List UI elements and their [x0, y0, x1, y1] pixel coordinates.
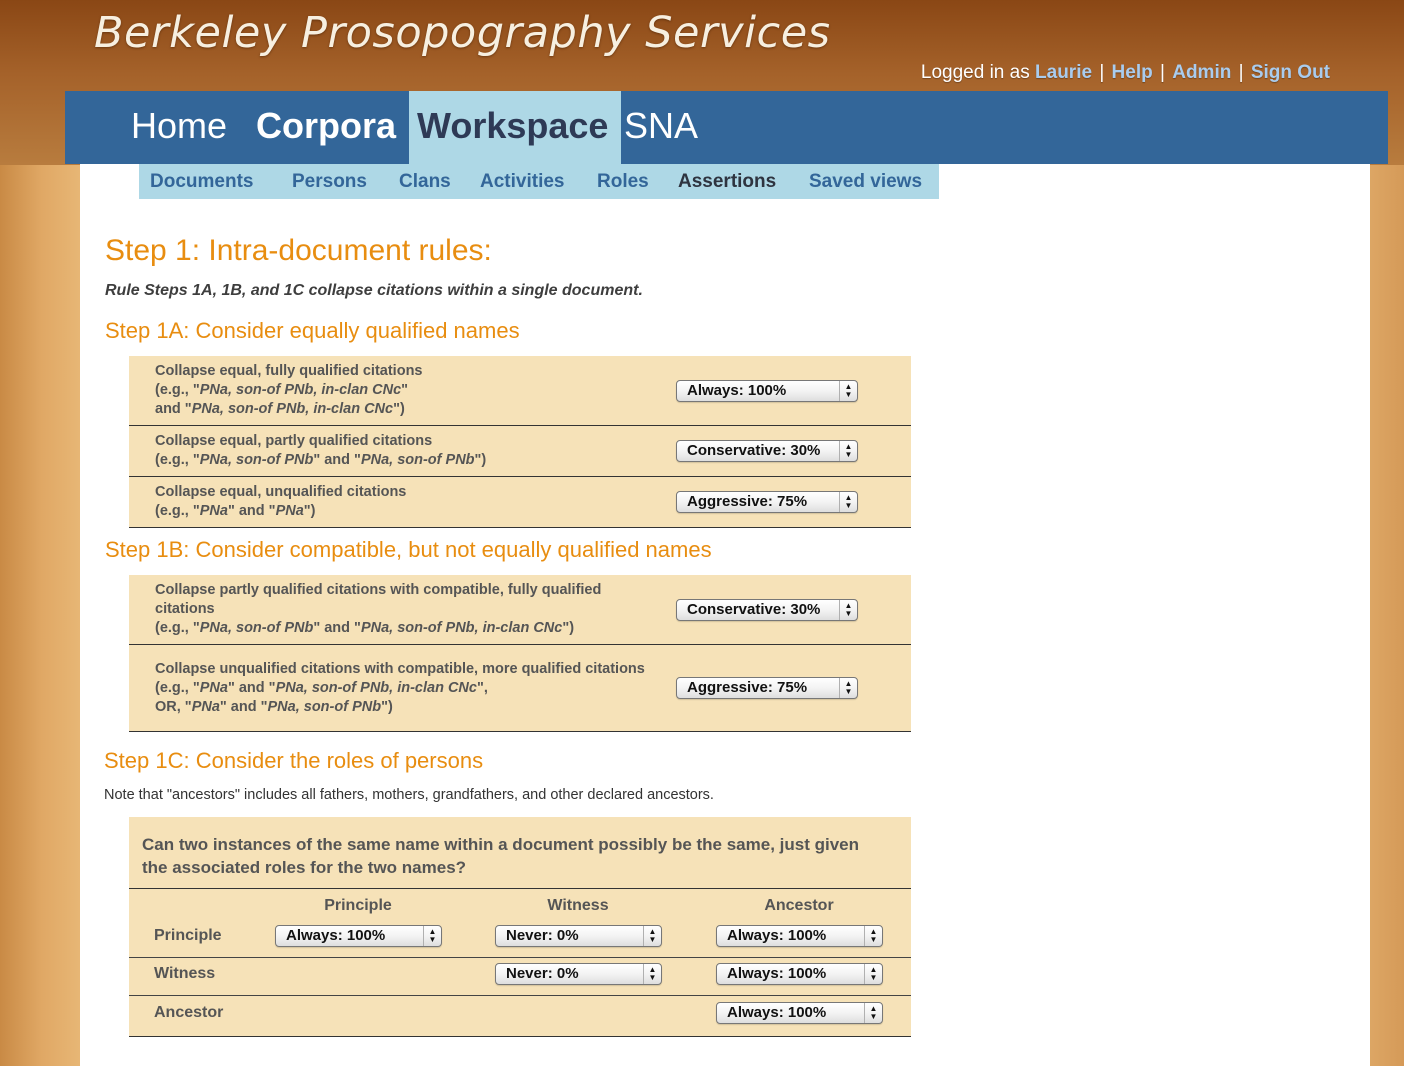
select-arrows-icon: ▲ ▼ — [839, 678, 857, 698]
step1-intro: Rule Steps 1A, 1B, and 1C collapse citations within a single document. — [105, 282, 643, 299]
user-name-link[interactable]: Laurie — [1035, 62, 1093, 83]
select-value: Never: 0% — [506, 927, 579, 944]
rule-description — [129, 477, 676, 528]
rule-1a-3-select[interactable] — [676, 491, 858, 513]
example-text: " and " — [227, 503, 276, 519]
step1-heading: Step 1: Intra-document rules: — [105, 234, 492, 267]
name-pattern: PNa, son-of PNb — [199, 620, 314, 636]
rule-example — [155, 679, 666, 698]
rule-example — [155, 451, 666, 470]
nav-tab-corpora[interactable]: Corpora — [256, 105, 397, 146]
roles-matrix — [129, 817, 911, 1037]
rule-title: Collapse equal, partly qualified citations — [155, 433, 433, 449]
select-arrows-icon: ▲ ▼ — [839, 600, 857, 620]
ancestors-note: Note that "ancestors" includes all fathers, mothers, grandfathers, and other declared ancestors. — [104, 787, 714, 803]
example-text: " and " — [227, 679, 276, 696]
site-title: Berkeley Prosopography Services — [94, 8, 831, 58]
col-header-principle: Principle — [324, 897, 392, 914]
row-header-ancestor: Ancestor — [154, 1004, 224, 1021]
select-value: Aggressive: 75% — [687, 679, 808, 696]
subnav-assertions[interactable]: Assertions — [678, 171, 777, 192]
example-text: ") — [303, 503, 316, 519]
rule-example — [155, 381, 666, 400]
select-arrows-icon: ▲ ▼ — [839, 381, 857, 401]
select-arrows-icon: ▲ ▼ — [864, 964, 882, 984]
step1b-rules-table — [129, 575, 911, 732]
step1a-rules-table — [129, 356, 911, 528]
rule-title: Collapse equal, unqualified citations — [155, 484, 407, 500]
select-value: Always: 100% — [727, 1004, 827, 1021]
subnav-saved-views[interactable]: Saved views — [809, 171, 923, 192]
select-arrows-icon: ▲ ▼ — [643, 926, 661, 946]
col-header-witness: Witness — [547, 897, 609, 914]
rule-row — [129, 575, 911, 645]
step1c-heading: Step 1C: Consider the roles of persons — [104, 748, 484, 773]
name-pattern: PNa, son-of PNb — [267, 698, 382, 715]
role-witness-witness-select[interactable] — [495, 963, 662, 985]
select-value: Never: 0% — [506, 965, 579, 982]
rule-description — [129, 356, 676, 426]
example-text: (e.g., " — [155, 679, 200, 696]
rule-control-cell — [676, 645, 911, 732]
rule-example — [155, 698, 666, 717]
example-text: (e.g., " — [155, 503, 200, 519]
name-pattern: PNa — [275, 503, 304, 519]
example-text: ") — [381, 698, 393, 715]
select-value: Always: 100% — [727, 965, 827, 982]
rule-1b-2-select[interactable] — [676, 677, 858, 699]
rule-1a-2-select[interactable] — [676, 440, 858, 462]
role-ancestor-ancestor-select[interactable] — [716, 1002, 883, 1024]
step1b-heading: Step 1B: Consider compatible, but not equally qualified names — [105, 537, 712, 562]
subnav-persons[interactable]: Persons — [292, 171, 367, 192]
select-value: Conservative: 30% — [687, 600, 821, 618]
select-arrows-icon: ▲ ▼ — [839, 441, 857, 461]
separator: | — [1238, 62, 1244, 83]
divider — [129, 995, 911, 996]
admin-link[interactable]: Admin — [1172, 62, 1232, 83]
example-text: " — [401, 382, 409, 398]
rule-row — [129, 356, 911, 426]
rule-title: Collapse unqualified citations with compatible, more qualified citations — [155, 660, 645, 677]
rule-example — [155, 619, 666, 638]
name-pattern: PNa — [191, 698, 220, 715]
separator: | — [1160, 62, 1165, 83]
rule-control-cell — [676, 426, 911, 477]
main-nav — [65, 91, 1388, 164]
subnav-activities[interactable]: Activities — [480, 171, 565, 192]
subnav-roles[interactable]: Roles — [597, 171, 649, 192]
rule-example — [155, 400, 666, 419]
name-pattern: PNa, son-of PNb, in-clan CNc — [199, 382, 402, 398]
example-text: ", — [476, 679, 488, 696]
example-text: " and " — [313, 452, 361, 468]
nav-tab-sna[interactable]: SNA — [624, 105, 699, 146]
rule-row — [129, 426, 911, 477]
example-text: ") — [562, 620, 575, 636]
rule-description — [129, 426, 676, 477]
name-pattern: PNa, son-of PNb, in-clan CNc — [191, 401, 394, 417]
name-pattern: PNa, son-of PNb, in-clan CNc — [360, 620, 563, 636]
help-link[interactable]: Help — [1111, 62, 1153, 83]
separator: | — [1099, 62, 1105, 83]
role-principle-witness-select[interactable] — [495, 925, 662, 947]
name-pattern: PNa — [199, 503, 228, 519]
rule-title: Collapse partly qualified citations with compatible, fully qualified citations — [155, 582, 602, 617]
select-value: Always: 100% — [727, 927, 827, 944]
example-text: ") — [393, 401, 405, 417]
subnav-clans[interactable]: Clans — [399, 171, 451, 192]
row-header-witness: Witness — [154, 965, 216, 982]
example-text: (e.g., " — [155, 620, 200, 636]
roles-question: Can two instances of the same name within a document possibly be the same, just given the associated roles for the two names? — [142, 835, 859, 877]
select-arrows-icon: ▲ ▼ — [423, 926, 441, 946]
sub-nav — [139, 164, 939, 199]
example-text: " and " — [219, 698, 268, 715]
step1a-heading: Step 1A: Consider equally qualified names — [105, 318, 520, 343]
rule-example — [155, 502, 666, 521]
divider — [129, 888, 911, 889]
example-text: OR, " — [155, 698, 192, 715]
name-pattern: PNa, son-of PNb, in-clan CNc — [275, 679, 477, 696]
rule-control-cell — [676, 477, 911, 528]
role-principle-principle-select[interactable] — [275, 925, 442, 947]
select-arrows-icon: ▲ ▼ — [864, 926, 882, 946]
name-pattern: PNa — [199, 679, 228, 696]
nav-tab-home[interactable]: Home — [131, 105, 228, 146]
rule-description — [129, 645, 676, 732]
divider — [129, 957, 911, 958]
rule-1b-1-select[interactable] — [676, 599, 858, 621]
role-witness-ancestor-select[interactable] — [716, 963, 883, 985]
name-pattern: PNa, son-of PNb — [199, 452, 314, 468]
select-arrows-icon: ▲ ▼ — [864, 1003, 882, 1023]
select-arrows-icon: ▲ ▼ — [643, 964, 661, 984]
rule-row — [129, 645, 911, 732]
rule-control-cell — [676, 356, 911, 426]
rule-row — [129, 477, 911, 528]
name-pattern: PNa, son-of PNb — [360, 452, 475, 468]
rule-description — [129, 575, 676, 645]
sign-out-link[interactable]: Sign Out — [1250, 62, 1330, 83]
select-value: Always: 100% — [687, 381, 787, 399]
main-content — [80, 164, 1370, 1066]
nav-tab-workspace[interactable]: Workspace — [409, 91, 621, 164]
example-text: and " — [155, 401, 192, 417]
example-text: ") — [474, 452, 487, 468]
rule-control-cell — [676, 575, 911, 645]
rule-1a-1-select[interactable] — [676, 380, 858, 402]
role-principle-ancestor-select[interactable] — [716, 925, 883, 947]
example-text: " and " — [313, 620, 361, 636]
select-value: Conservative: 30% — [687, 442, 821, 459]
rule-title: Collapse equal, fully qualified citations — [155, 363, 423, 379]
example-text: (e.g., " — [155, 382, 200, 398]
logged-in-label: Logged in as — [920, 62, 1030, 83]
row-header-principle: Principle — [154, 927, 222, 944]
example-text: (e.g., " — [155, 452, 200, 468]
subnav-documents[interactable]: Documents — [150, 171, 254, 192]
select-arrows-icon: ▲ ▼ — [839, 492, 857, 512]
select-value: Aggressive: 75% — [687, 493, 808, 510]
col-header-ancestor: Ancestor — [764, 897, 834, 914]
select-value: Always: 100% — [286, 927, 386, 944]
user-bar — [921, 62, 1330, 84]
